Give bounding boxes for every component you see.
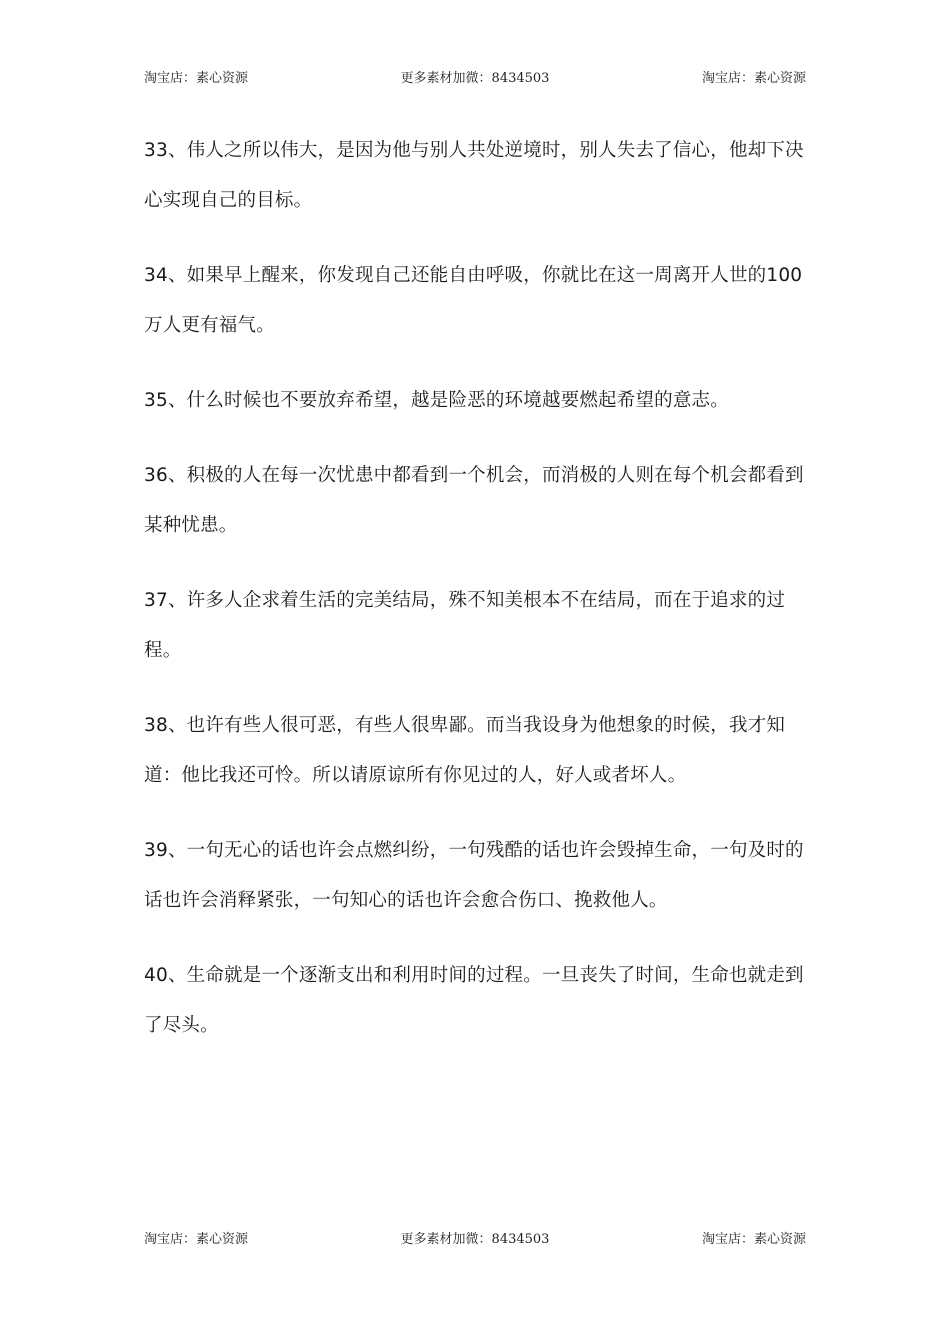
document-body xyxy=(144,126,808,1076)
quote-entry-33: 33、伟人之所以伟大，是因为他与别人共处逆境时，别人失去了信心，他却下决心实现自己的目标。 xyxy=(144,140,804,211)
quote-entry-37: 37、许多人企求着生活的完美结局，殊不知美根本不在结局，而在于追求的过程。 xyxy=(144,590,786,661)
quote-entry-40: 40、生命就是一个逐渐支出和利用时间的过程。一旦丧失了时间，生命也就走到了尽头。 xyxy=(144,965,804,1036)
quote-entry-34: 34、如果早上醒来，你发现自己还能自由呼吸，你就比在这一周离开人世的100万人更有福气。 xyxy=(144,265,803,336)
quote-entry-35: 35、什么时候也不要放弃希望，越是险恶的环境越要燃起希望的意志。 xyxy=(144,390,729,411)
footer-shop-name-right: 淘宝店：素心资源 xyxy=(701,1232,806,1247)
footer-contact: 更多素材加微：8434503 xyxy=(400,1232,550,1247)
quote-entry-36: 36、积极的人在每一次忧患中都看到一个机会，而消极的人则在每个机会都看到某种忧患。 xyxy=(144,465,804,536)
page-header xyxy=(144,67,806,87)
quote-entry-38: 38、也许有些人很可恶，有些人很卑鄙。而当我设身为他想象的时候，我才知道：他比我还可怜。所以请原谅所有你见过的人，好人或者坏人。 xyxy=(144,715,786,786)
page-footer xyxy=(144,1228,806,1248)
header-contact: 更多素材加微：8434503 xyxy=(400,71,550,86)
header-shop-name: 淘宝店：素心资源 xyxy=(144,71,249,86)
footer-shop-name: 淘宝店：素心资源 xyxy=(144,1232,249,1247)
quote-entry-39: 39、一句无心的话也许会点燃纠纷，一句残酷的话也许会毁掉生命，一句及时的话也许会消释紧张，一句知心的话也许会愈合伤口、挽救他人。 xyxy=(144,840,804,911)
header-shop-name-right: 淘宝店：素心资源 xyxy=(701,71,806,86)
